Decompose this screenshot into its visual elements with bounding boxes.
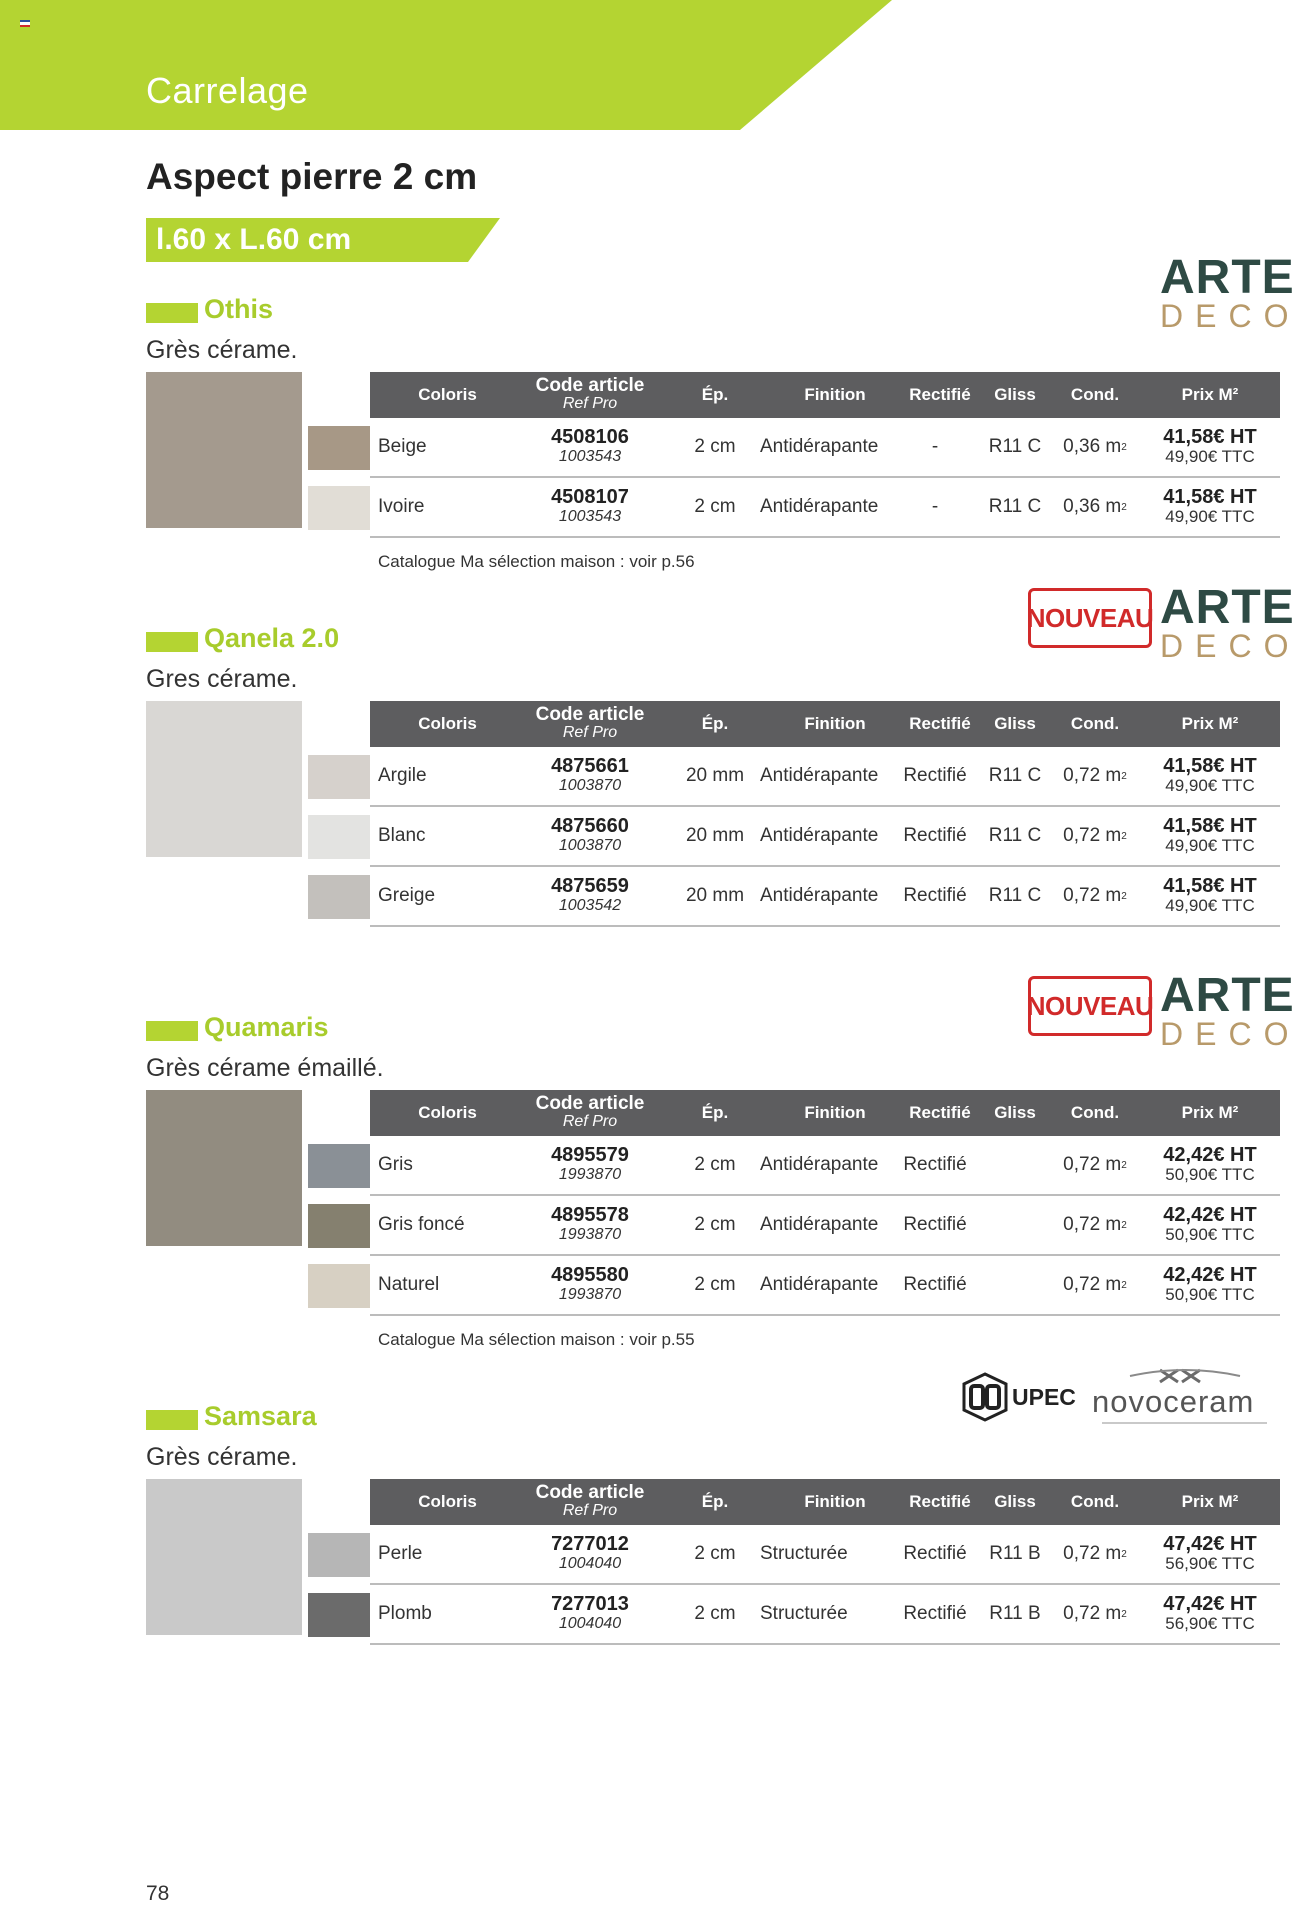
novoceram-tagline-line (1102, 1422, 1267, 1424)
article-code-cell (510, 1585, 670, 1643)
novoceram-word: novoceram (1092, 1384, 1255, 1419)
rectifie-cell: Rectifié (903, 885, 967, 906)
column-header: Coloris (418, 1492, 477, 1511)
column-header: Cond. (1070, 1103, 1120, 1122)
color-swatch (308, 1593, 370, 1637)
section-name: Othis (204, 294, 274, 324)
column-header: Cond. (1070, 1492, 1120, 1511)
article-code-cell (510, 478, 670, 536)
price-cell (1140, 1136, 1280, 1194)
color-swatch (308, 755, 370, 799)
article-code-cell (510, 1196, 670, 1254)
article-code: 4508107 (551, 486, 629, 508)
ref-pro: 1993870 (558, 1226, 622, 1243)
table-row (370, 1196, 1280, 1256)
color-swatch (308, 815, 370, 859)
coloris-cell: Perle (378, 1543, 423, 1564)
column-header: Rectifié (909, 1492, 971, 1511)
ref-pro: 1004040 (558, 1555, 622, 1572)
column-header: Finition (804, 1103, 866, 1122)
column-header: Prix M² (1181, 714, 1239, 733)
coloris-cell: Ivoire (378, 496, 425, 517)
product-section (0, 294, 1280, 600)
column-header: Finition (804, 1492, 866, 1511)
page-number: 78 (146, 1882, 170, 1905)
price-ttc: 49,90€ TTC (1165, 896, 1255, 915)
square-exponent: 2 (1121, 1608, 1127, 1620)
qb-certification-icon (962, 1372, 1008, 1422)
finition-cell: Structurée (760, 1543, 848, 1564)
ep-cell: 2 cm (694, 1274, 736, 1295)
price-ttc: 56,90€ TTC (1165, 1554, 1255, 1573)
ref-pro: 1004040 (558, 1615, 622, 1632)
ep-cell: 20 mm (685, 885, 745, 906)
finition-cell: Antidérapante (760, 496, 879, 517)
price-cell (1140, 867, 1280, 925)
article-code: 4875660 (551, 815, 629, 837)
ep-cell: 2 cm (694, 436, 736, 457)
page-title: Aspect pierre 2 cm (146, 156, 478, 197)
packaging-value: 0,36 m (1063, 496, 1122, 517)
section-name: Quamaris (204, 1012, 329, 1042)
gliss-cell: R11 C (988, 436, 1042, 457)
product-swatch-image (146, 1090, 302, 1246)
column-header: Prix M² (1181, 1103, 1239, 1122)
column-header-code: Code article (535, 704, 645, 725)
article-code: 4875661 (551, 755, 629, 777)
price-ht: 41,58€ HT (1163, 875, 1257, 897)
price-ttc: 49,90€ TTC (1165, 776, 1255, 795)
ep-cell: 2 cm (694, 1214, 736, 1235)
article-code: 7277013 (551, 1593, 629, 1615)
rectifie-cell: Rectifié (903, 1603, 967, 1624)
finition-cell: Antidérapante (760, 436, 879, 457)
packaging-value: 0,72 m (1063, 1214, 1122, 1235)
section-name: Qanela 2.0 (204, 623, 340, 653)
table-header (370, 701, 1280, 747)
column-header-ref: Ref Pro (562, 395, 618, 412)
column-header: Gliss (994, 1492, 1036, 1511)
color-swatch (308, 486, 370, 530)
column-header: Finition (804, 714, 866, 733)
column-header-code: Code article (535, 1482, 645, 1503)
price-ht: 41,58€ HT (1163, 426, 1257, 448)
column-header (510, 1479, 670, 1525)
column-header: Coloris (418, 714, 477, 733)
price-ttc: 49,90€ TTC (1165, 836, 1255, 855)
deco-logo-word: DECO (1160, 1016, 1300, 1052)
gliss-cell: R11 C (988, 496, 1042, 517)
packaging-cell (1050, 807, 1140, 865)
rectifie-cell: - (931, 436, 939, 457)
catalogue-note: Catalogue Ma sélection maison : voir p.56 (378, 552, 695, 571)
price-cell (1140, 747, 1280, 805)
packaging-value: 0,72 m (1063, 765, 1122, 786)
price-ht: 47,42€ HT (1163, 1593, 1257, 1615)
gliss-cell: R11 C (988, 765, 1042, 786)
section-material: Grès cérame. (146, 1443, 298, 1471)
finition-cell: Antidérapante (760, 765, 879, 786)
article-code: 4895579 (551, 1144, 629, 1166)
finition-cell: Structurée (760, 1603, 848, 1624)
arte-logo-word: ARTE (1160, 969, 1295, 1022)
column-header-ref: Ref Pro (562, 1113, 618, 1130)
rectifie-cell: Rectifié (903, 1274, 967, 1295)
rectifie-cell: Rectifié (903, 1543, 967, 1564)
square-exponent: 2 (1121, 1159, 1127, 1171)
rectifie-cell: Rectifié (903, 1214, 967, 1235)
article-code-cell (510, 1256, 670, 1314)
square-exponent: 2 (1121, 770, 1127, 782)
ref-pro: 1003543 (558, 508, 622, 525)
gliss-cell: R11 C (988, 885, 1042, 906)
price-ht: 41,58€ HT (1163, 815, 1257, 837)
product-swatch-image (146, 1479, 302, 1635)
price-cell (1140, 807, 1280, 865)
nouveau-badge: NOUVEAU (1028, 588, 1152, 648)
price-cell (1140, 418, 1280, 476)
deco-logo-word: DECO (1160, 628, 1300, 664)
column-header: Coloris (418, 1103, 477, 1122)
column-header: Ép. (701, 1492, 729, 1511)
price-cell (1140, 1196, 1280, 1254)
column-header: Rectifié (909, 1103, 971, 1122)
color-swatch (308, 1144, 370, 1188)
column-header-ref: Ref Pro (562, 1502, 618, 1519)
novoceram-logo (1090, 1366, 1280, 1428)
article-code-cell (510, 867, 670, 925)
price-cell (1140, 478, 1280, 536)
color-swatch (308, 1533, 370, 1577)
arte-deco-logo (1160, 969, 1300, 1052)
ref-pro: 1993870 (558, 1286, 622, 1303)
finition-cell: Antidérapante (760, 1154, 879, 1175)
color-swatch (308, 875, 370, 919)
table-header (370, 372, 1280, 418)
ref-pro: 1003543 (558, 448, 622, 465)
flag-icon (20, 20, 30, 27)
price-cell (1140, 1585, 1280, 1643)
coloris-cell: Argile (378, 765, 427, 786)
article-code: 4895578 (551, 1204, 629, 1226)
column-header: Rectifié (909, 714, 971, 733)
article-code: 4508106 (551, 426, 629, 448)
section-material: Gres cérame. (146, 665, 298, 693)
product-swatch-image (146, 701, 302, 857)
column-header: Finition (804, 385, 866, 404)
color-swatch (308, 1264, 370, 1308)
column-header: Ép. (701, 385, 729, 404)
packaging-cell (1050, 418, 1140, 476)
article-code-cell (510, 747, 670, 805)
table-row (370, 1256, 1280, 1316)
price-ht: 42,42€ HT (1163, 1204, 1257, 1226)
packaging-value: 0,72 m (1063, 1543, 1122, 1564)
article-code-cell (510, 1525, 670, 1583)
price-ht: 47,42€ HT (1163, 1533, 1257, 1555)
section-name: Samsara (204, 1401, 317, 1431)
price-cell (1140, 1525, 1280, 1583)
coloris-cell: Naturel (378, 1274, 440, 1295)
ref-pro: 1003870 (558, 777, 622, 794)
packaging-value: 0,72 m (1063, 1154, 1122, 1175)
coloris-cell: Gris (378, 1154, 413, 1175)
packaging-cell (1050, 867, 1140, 925)
gliss-cell (980, 1136, 1050, 1194)
size-label: l.60 x L.60 cm (156, 223, 352, 256)
article-code-cell (510, 418, 670, 476)
column-header: Cond. (1070, 714, 1120, 733)
packaging-value: 0,72 m (1063, 885, 1122, 906)
arte-logo-word: ARTE (1160, 581, 1295, 634)
square-exponent: 2 (1121, 501, 1127, 513)
upec-label: UPEC (1012, 1384, 1076, 1410)
price-ht: 41,58€ HT (1163, 755, 1257, 777)
ep-cell: 20 mm (685, 765, 745, 786)
price-ht: 42,42€ HT (1163, 1264, 1257, 1286)
section-material: Grès cérame émaillé. (146, 1054, 384, 1082)
column-header: Coloris (418, 385, 477, 404)
column-header: Gliss (994, 385, 1036, 404)
square-exponent: 2 (1121, 441, 1127, 453)
finition-cell: Antidérapante (760, 1214, 879, 1235)
coloris-cell: Plomb (378, 1603, 432, 1624)
price-ht: 41,58€ HT (1163, 486, 1257, 508)
article-code: 4875659 (551, 875, 629, 897)
price-ttc: 56,90€ TTC (1165, 1614, 1255, 1633)
gliss-cell: R11 B (989, 1543, 1041, 1564)
column-header-code: Code article (535, 375, 645, 396)
column-header: Ép. (701, 714, 729, 733)
ep-cell: 2 cm (694, 1603, 736, 1624)
finition-cell: Antidérapante (760, 885, 879, 906)
packaging-cell (1050, 747, 1140, 805)
header-banner (0, 0, 1280, 130)
ep-cell: 20 mm (685, 825, 745, 846)
catalogue-note: Catalogue Ma sélection maison : voir p.55 (378, 1330, 695, 1349)
square-exponent: 2 (1121, 1219, 1127, 1231)
ref-pro: 1993870 (558, 1166, 622, 1183)
table-header (370, 1090, 1280, 1136)
coloris-cell: Gris foncé (378, 1214, 465, 1235)
column-header (510, 1090, 670, 1136)
product-section (0, 623, 1280, 929)
price-ttc: 49,90€ TTC (1165, 507, 1255, 526)
gliss-cell: R11 B (989, 1603, 1041, 1624)
ref-pro: 1003542 (558, 897, 622, 914)
product-section (0, 1012, 1280, 1349)
ref-pro: 1003870 (558, 837, 622, 854)
table-row (370, 1585, 1280, 1645)
column-header: Gliss (994, 1103, 1036, 1122)
rectifie-cell: - (931, 496, 939, 517)
nouveau-badge: NOUVEAU (1028, 976, 1152, 1036)
table-row (370, 418, 1280, 478)
arte-deco-logo (1160, 251, 1300, 334)
column-header-code: Code article (535, 1093, 645, 1114)
rectifie-cell: Rectifié (903, 765, 967, 786)
gliss-cell (980, 1196, 1050, 1254)
packaging-value: 0,36 m (1063, 436, 1122, 457)
article-code: 4895580 (551, 1264, 629, 1286)
arte-deco-logo (1160, 581, 1300, 664)
table-row (370, 807, 1280, 867)
price-cell (1140, 1256, 1280, 1314)
packaging-cell (1050, 1196, 1140, 1254)
column-header: Gliss (994, 714, 1036, 733)
price-ttc: 50,90€ TTC (1165, 1165, 1255, 1184)
table-row (370, 867, 1280, 927)
square-exponent: 2 (1121, 1279, 1127, 1291)
price-ttc: 50,90€ TTC (1165, 1285, 1255, 1304)
column-header: Ép. (701, 1103, 729, 1122)
packaging-cell (1050, 1256, 1140, 1314)
table-row (370, 747, 1280, 807)
packaging-value: 0,72 m (1063, 1274, 1122, 1295)
square-exponent: 2 (1121, 830, 1127, 842)
column-header: Prix M² (1181, 385, 1239, 404)
arte-logo-word: ARTE (1160, 251, 1295, 304)
article-code-cell (510, 807, 670, 865)
table-header (370, 1479, 1280, 1525)
deco-logo-word: DECO (1160, 298, 1300, 334)
column-header: Cond. (1070, 385, 1120, 404)
size-band (146, 218, 500, 262)
column-header (510, 701, 670, 747)
price-ttc: 50,90€ TTC (1165, 1225, 1255, 1244)
finition-cell: Antidérapante (760, 1274, 879, 1295)
packaging-cell (1050, 1136, 1140, 1194)
section-marker (146, 1410, 198, 1430)
ep-cell: 2 cm (694, 1543, 736, 1564)
table-row (370, 478, 1280, 538)
packaging-value: 0,72 m (1063, 825, 1122, 846)
packaging-value: 0,72 m (1063, 1603, 1122, 1624)
packaging-cell (1050, 1585, 1140, 1643)
product-swatch-image (146, 372, 302, 528)
table-row (370, 1136, 1280, 1196)
finition-cell: Antidérapante (760, 825, 879, 846)
gliss-cell: R11 C (988, 825, 1042, 846)
column-header: Rectifié (909, 385, 971, 404)
column-header (510, 372, 670, 418)
rectifie-cell: Rectifié (903, 1154, 967, 1175)
section-marker (146, 632, 198, 652)
article-code-cell (510, 1136, 670, 1194)
coloris-cell: Blanc (378, 825, 426, 846)
price-ht: 42,42€ HT (1163, 1144, 1257, 1166)
coloris-cell: Beige (378, 436, 427, 457)
ep-cell: 2 cm (694, 496, 736, 517)
gliss-cell (980, 1256, 1050, 1314)
color-swatch (308, 426, 370, 470)
square-exponent: 2 (1121, 1548, 1127, 1560)
header-title: Carrelage (146, 70, 309, 111)
coloris-cell: Greige (378, 885, 436, 906)
color-swatch (308, 1204, 370, 1248)
packaging-cell (1050, 478, 1140, 536)
ep-cell: 2 cm (694, 1154, 736, 1175)
square-exponent: 2 (1121, 890, 1127, 902)
section-marker (146, 303, 198, 323)
price-ttc: 49,90€ TTC (1165, 447, 1255, 466)
column-header: Prix M² (1181, 1492, 1239, 1511)
rectifie-cell: Rectifié (903, 825, 967, 846)
table-row (370, 1525, 1280, 1585)
section-material: Grès cérame. (146, 336, 298, 364)
article-code: 7277012 (551, 1533, 629, 1555)
section-marker (146, 1021, 198, 1041)
column-header-ref: Ref Pro (562, 724, 618, 741)
packaging-cell (1050, 1525, 1140, 1583)
